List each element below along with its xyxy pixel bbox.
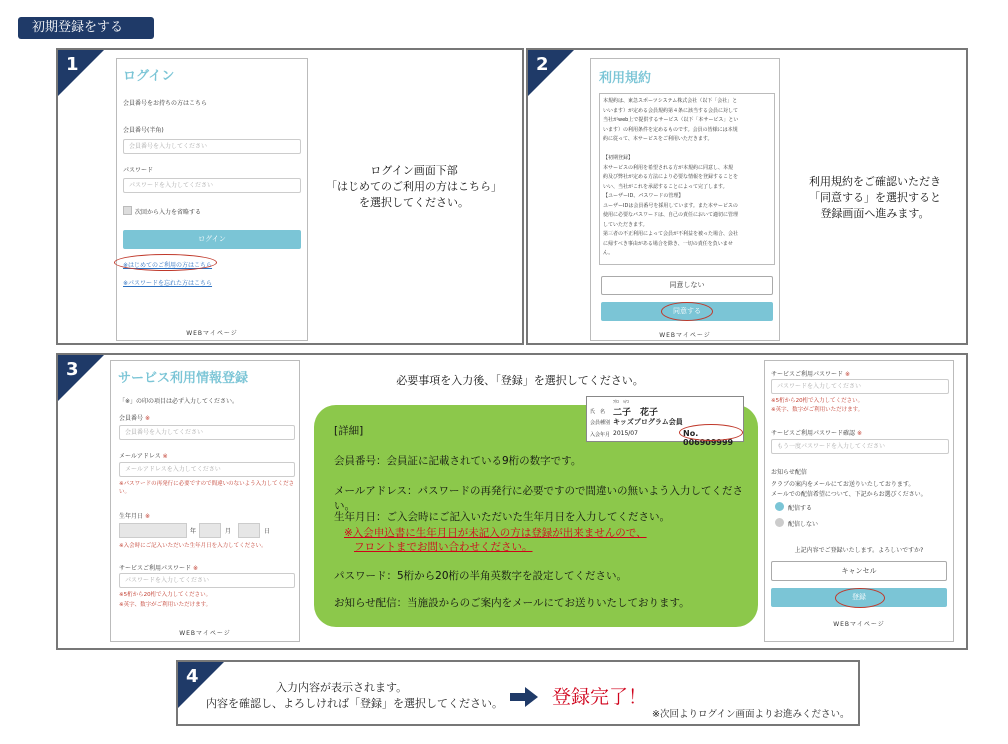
- registration-screen: [110, 360, 300, 642]
- highlight-oval: [114, 254, 217, 271]
- terms-line: いいます）が定める会員規約第４条に該当する会員に対して: [603, 107, 739, 114]
- terms-line: います）の利用条件を定めるものです。会員の皆様には本規: [603, 126, 738, 133]
- password-note: ※5桁から20桁で入力してください。: [771, 398, 864, 404]
- terms-line: ん。: [603, 250, 614, 256]
- password-label: [771, 369, 850, 378]
- terms-line: 第三者の不正利用によって会員が不利益を被った場合、会社: [603, 231, 739, 237]
- page-title: 利用規約: [599, 71, 652, 86]
- instruction-line: 「同意する」を選択すると: [809, 191, 941, 204]
- required-mark: ※: [144, 415, 150, 422]
- password-confirm-input[interactable]: もう一度パスワードを入力してください: [771, 439, 949, 454]
- highlight-oval: [835, 588, 885, 608]
- required-mark: ※: [192, 565, 198, 572]
- instruction-line: ログイン画面下部: [370, 164, 458, 177]
- instruction-line: 「はじめてのご利用の方はこちら」: [326, 180, 502, 193]
- label-text: 生年月日: [119, 513, 144, 520]
- password-input[interactable]: パスワードを入力してください: [771, 379, 949, 394]
- first-time-link[interactable]: ※はじめてのご利用の方はこちら: [123, 262, 213, 269]
- login-subtitle: 会員番号をお持ちの方はこちら: [123, 100, 208, 107]
- day-label: 日: [264, 528, 271, 535]
- label-text: サービスご利用パスワード: [771, 371, 844, 378]
- label-text: サービスご利用パスワード: [119, 565, 192, 572]
- step-number: 1: [66, 54, 79, 75]
- footer-label: WEBマイページ: [179, 630, 231, 637]
- member-card-sample: [586, 396, 744, 447]
- next-time-note: ※次回よりログイン画面よりお進みください。: [652, 709, 850, 720]
- detail-birth: 生年月日：ご入会時にご記入いただいた生年月日を入力してください。: [334, 511, 670, 523]
- password-input[interactable]: パスワードを入力してください: [123, 178, 301, 193]
- member-number-label: [119, 413, 150, 422]
- remember-label: 次回から入力を省略する: [135, 209, 202, 216]
- highlight-oval: [661, 302, 713, 321]
- agree-button[interactable]: 同意する: [601, 302, 773, 321]
- disagree-button[interactable]: 同意しない: [601, 276, 773, 295]
- step-number: 3: [66, 359, 79, 380]
- terms-line: していただきます。: [603, 221, 648, 228]
- card-type: キッズプログラム会員: [613, 418, 683, 426]
- required-mark: ※: [162, 453, 168, 460]
- forgot-password-link[interactable]: ※パスワードを忘れた方はこちら: [123, 280, 213, 287]
- registration-screen-continued: [764, 360, 954, 642]
- email-note: ※パスワードの再発行に必要ですので間違いのないよう入力してください。: [119, 481, 295, 495]
- details-heading: [詳細]: [334, 425, 364, 437]
- login-button[interactable]: ログイン: [123, 230, 301, 249]
- cancel-button[interactable]: キャンセル: [771, 561, 947, 581]
- terms-line: 本サービスの利用を希望される方が本規約に同意し、本規: [603, 164, 734, 171]
- terms-line: 本規約は、東急スポーツシステム株式会社（以下「会社」と: [603, 98, 738, 104]
- terms-line: 【ユーザーID、パスワードの管理】: [603, 193, 684, 199]
- password-label: [119, 563, 198, 572]
- required-mark: ※: [844, 371, 850, 378]
- label-text: サービスご利用パスワード確認: [771, 430, 856, 437]
- detail-member: 会員番号：会員証に記載されている9桁の数字です。: [334, 455, 582, 467]
- card-name-label: 氏 名: [590, 409, 606, 415]
- step-number: 2: [536, 54, 549, 75]
- member-number-input[interactable]: 会員番号を入力してください: [119, 425, 295, 440]
- card-name: 二子 花子: [613, 408, 659, 418]
- step-4-panel: [176, 660, 860, 726]
- birth-year-select[interactable]: [119, 523, 187, 538]
- step-2-panel: [526, 48, 968, 345]
- terms-line: 約及び弊社が定める方法により必要な情報を登録することを: [603, 174, 739, 180]
- notice-no-radio[interactable]: [775, 518, 784, 527]
- step-4-line-1: 入力内容が表示されます。: [276, 681, 408, 694]
- terms-line: いい、当社がこれを承認することによって完了します。: [603, 183, 728, 190]
- complete-message: 登録完了！: [552, 686, 648, 708]
- notice-description: クラブの案内をメールにてお送りいたしております。: [771, 481, 915, 488]
- password-input[interactable]: パスワードを入力してください: [119, 573, 295, 588]
- page-title: ログイン: [123, 69, 175, 84]
- member-number-label: 会員番号(半角): [123, 127, 164, 134]
- birth-warning: ※入会申込書に生年月日が未記入の方は登録が出来ませんので、: [344, 527, 647, 539]
- member-number-input[interactable]: 会員番号を入力してください: [123, 139, 301, 154]
- required-mark: ※: [144, 513, 150, 520]
- step-1-instruction: [314, 163, 514, 211]
- step-number: 4: [186, 666, 199, 687]
- password-note: ※英字、数字がご利用いただけます。: [119, 602, 212, 608]
- required-mark: ※: [856, 430, 862, 437]
- birth-month-select[interactable]: [199, 523, 221, 538]
- notice-description: メールでの配信希望について、下記からお選びください。: [771, 491, 927, 498]
- email-input[interactable]: メールアドレスを入力してください: [119, 462, 295, 477]
- card-number: No. 006909999: [683, 429, 734, 447]
- right-arrow-icon: [510, 687, 538, 707]
- password-label: パスワード: [123, 167, 154, 174]
- password-confirm-label: [771, 428, 862, 437]
- terms-line: [603, 145, 771, 155]
- footer-label: WEBマイページ: [659, 332, 711, 339]
- birthdate-label: [119, 511, 150, 520]
- month-label: 月: [225, 528, 232, 535]
- detail-notice: お知らせ配信：当施設からのご案内をメールにてお送りいたしております。: [334, 597, 690, 609]
- year-label: 年: [190, 528, 197, 535]
- step-number-corner: [528, 50, 574, 96]
- terms-line: 当社がweb上で提供するサービス（以下「本サービス」とい: [603, 117, 739, 123]
- instruction-line: 利用規約をご確認いただき: [809, 175, 941, 188]
- step-2-instruction: [790, 174, 960, 222]
- label-text: 会員番号: [119, 415, 144, 422]
- password-note: ※英字、数字がご利用いただけます。: [771, 407, 864, 413]
- detail-password: パスワード：5桁から20桁の半角英数字を設定してください。: [334, 570, 628, 582]
- page-title: サービス利用情報登録: [118, 371, 249, 386]
- footer-label: WEBマイページ: [833, 621, 885, 628]
- footer-label: WEBマイページ: [186, 330, 238, 337]
- card-date-label: 入会年月: [590, 432, 611, 438]
- card-type-label: 会員種別: [590, 420, 611, 426]
- detail-email: メールアドレス：パスワードの再発行に必要ですので間違いの無いよう入力してください。: [334, 485, 743, 512]
- terms-text-box[interactable]: [599, 93, 775, 265]
- section-title-tab: 初期登録をする: [18, 17, 154, 39]
- remember-checkbox[interactable]: [123, 206, 132, 215]
- step-number-corner: [58, 355, 104, 401]
- confirm-message: 上記内容でご登録いたします。よろしいですか?: [794, 547, 924, 554]
- email-label: [119, 451, 168, 460]
- instruction-line: を選択してください。: [359, 196, 469, 209]
- notice-no-label: 配信しない: [788, 521, 819, 528]
- required-note: 「※」の印の項目は必ず入力してください。: [119, 398, 239, 405]
- step-number-corner: [58, 50, 104, 96]
- card-furigana: ﾌﾀｺ ﾊﾅｺ: [613, 399, 629, 404]
- terms-line: 使用に必要なパスワードは、自己の責任において適切に管理: [603, 212, 739, 218]
- notice-yes-label: 配信する: [788, 505, 813, 512]
- highlight-oval: [679, 424, 743, 441]
- label-text: メールアドレス: [119, 453, 161, 460]
- notice-label: お知らせ配信: [771, 469, 807, 476]
- card-date: 2015/07: [613, 430, 638, 437]
- notice-yes-radio[interactable]: [775, 502, 784, 511]
- instruction-line: 登録画面へ進みます。: [820, 207, 930, 220]
- terms-screen: [590, 58, 780, 341]
- terms-line: 約に従って、本サービスをご利用いただきます。: [603, 136, 713, 142]
- login-screen: [116, 58, 308, 341]
- birth-warning: フロントまでお問い合わせください。: [354, 541, 533, 553]
- terms-line: ユーザーIDは会員番号を採用しています。また本サービスの: [603, 202, 738, 209]
- step-3-instruction: 必要事項を入力後、「登録」を選択してください。: [396, 374, 644, 387]
- step-1-panel: [56, 48, 524, 345]
- terms-line: 【初期登録】: [603, 155, 634, 161]
- birth-day-select[interactable]: [238, 523, 260, 538]
- password-note: ※5桁から20桁で入力してください。: [119, 592, 212, 598]
- step-4-line-2: 内容を確認し、よろしければ「登録」を選択してください。: [206, 697, 503, 710]
- birthdate-note: ※入会時にご記入いただいた生年月日を入力してください。: [119, 543, 267, 549]
- register-button[interactable]: 登録: [771, 588, 947, 607]
- terms-line: に帰すべき事由がある場合を除き、一切の責任を負いませ: [603, 240, 733, 247]
